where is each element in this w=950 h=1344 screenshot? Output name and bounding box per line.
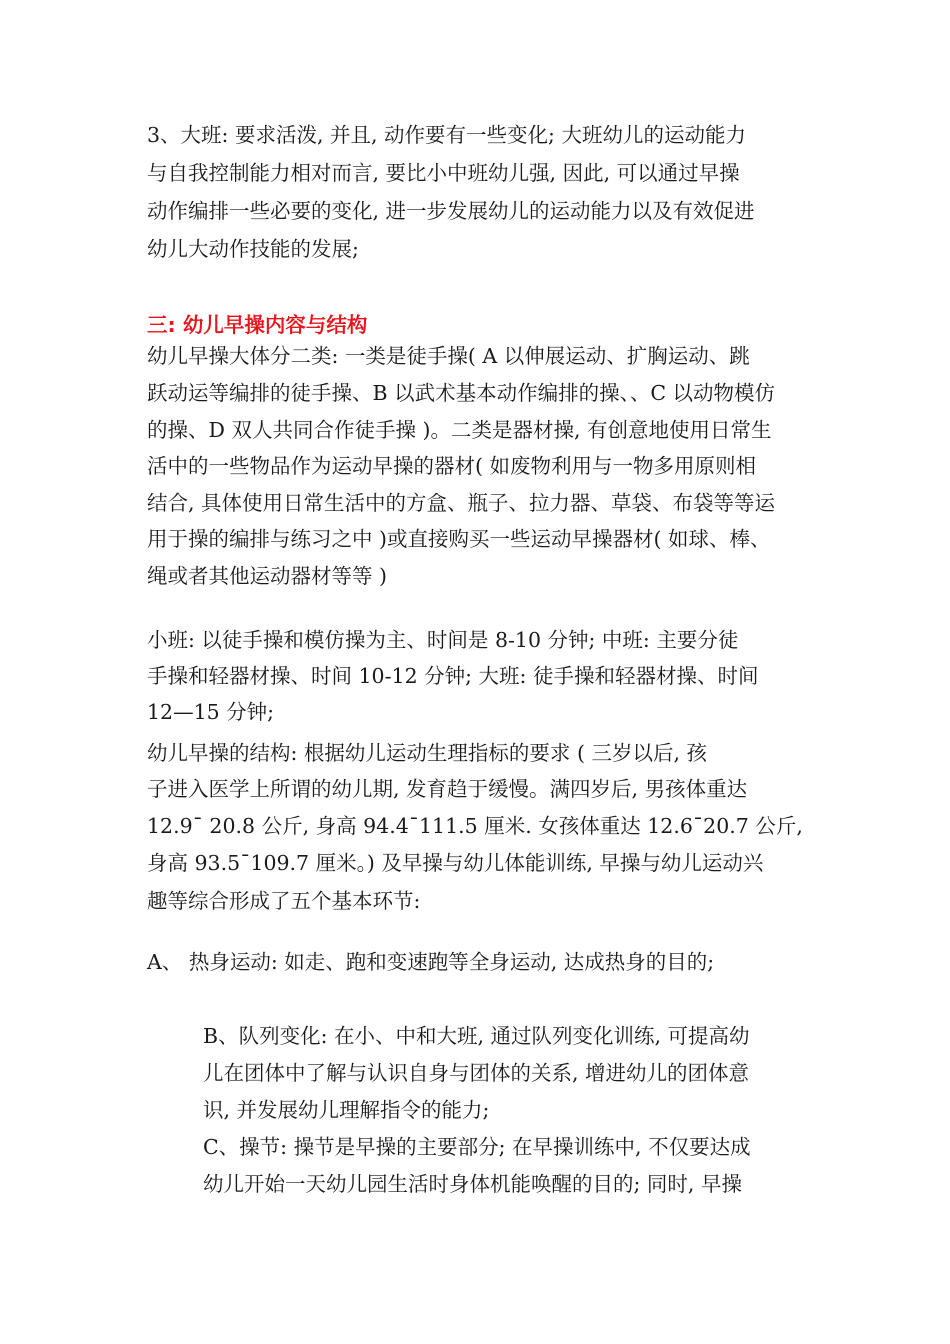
section-heading: 三: 幼儿早操内容与结构 xyxy=(147,313,368,337)
list-item-c: C、操节: 操节是早操的主要部分; 在早操训练中, 不仅要达成 xyxy=(203,1135,751,1159)
paragraph-line: 趣等综合形成了五个基本环节: xyxy=(147,889,421,913)
paragraph-line: 与自我控制能力相对而言, 要比小中班幼儿强, 因此, 可以通过早操 xyxy=(147,161,740,185)
list-item-b: 识, 并发展幼儿理解指令的能力; xyxy=(203,1098,490,1122)
list-item-b: 儿在团体中了解与认识自身与团体的关系, 增进幼儿的团体意 xyxy=(203,1061,750,1085)
paragraph-line: 幼儿早操大体分二类: 一类是徒手操( A 以伸展运动、扩胸运动、跳 xyxy=(147,344,750,368)
paragraph-line: 3、大班: 要求活泼, 并且, 动作要有一些变化; 大班幼儿的运动能力 xyxy=(147,123,746,147)
paragraph-line: 12.9¯ 20.8 公斤, 身高 94.4¯111.5 厘米. 女孩体重达 12.6¯20.7 公斤, xyxy=(147,814,803,838)
paragraph-line: 活中的一些物品作为运动早操的器材( 如废物利用与一物多用原则相 xyxy=(147,454,757,478)
list-item-a: A、 热身运动: 如走、跑和变速跑等全身运动, 达成热身的目的; xyxy=(147,950,715,974)
paragraph-line: 动作编排一些必要的变化, 进一步发展幼儿的运动能力以及有效促进 xyxy=(147,199,755,223)
paragraph-line: 12—15 分钟; xyxy=(147,700,275,724)
paragraph-line: 的操、D 双人共同合作徒手操 )。二类是器材操, 有创意地使用日常生 xyxy=(147,418,772,442)
paragraph-line: 结合, 具体使用日常生活中的方盒、瓶子、拉力器、草袋、布袋等等运 xyxy=(147,491,776,515)
list-item-b: B、队列变化: 在小、中和大班, 通过队列变化训练, 可提高幼 xyxy=(203,1024,750,1048)
paragraph-line: 幼儿早操的结构: 根据幼儿运动生理指标的要求 ( 三岁以后, 孩 xyxy=(147,741,707,765)
list-item-c: 幼儿开始一天幼儿园生活时身体机能唤醒的目的; 同时, 早操 xyxy=(203,1172,742,1196)
paragraph-line: 跃动运等编排的徒手操、B 以武术基本动作编排的操、、C 以动物模仿 xyxy=(147,381,776,405)
paragraph-line: 手操和轻器材操、时间 10-12 分钟; 大班: 徒手操和轻器材操、时间 xyxy=(147,664,759,688)
paragraph-line: 幼儿大动作技能的发展; xyxy=(147,237,359,261)
paragraph-line: 小班: 以徒手操和模仿操为主、时间是 8-10 分钟; 中班: 主要分徒 xyxy=(147,628,739,652)
paragraph-line: 用于操的编排与练习之中 )或直接购买一些运动早操器材( 如球、棒、 xyxy=(147,527,771,551)
paragraph-line: 绳或者其他运动器材等等 ) xyxy=(147,564,388,588)
paragraph-line: 身高 93.5¯109.7 厘米。) 及早操与幼儿体能训练, 早操与幼儿运动兴 xyxy=(147,851,764,875)
paragraph-line: 子进入医学上所谓的幼儿期, 发育趋于缓慢。满四岁后, 男孩体重达 xyxy=(147,777,748,801)
